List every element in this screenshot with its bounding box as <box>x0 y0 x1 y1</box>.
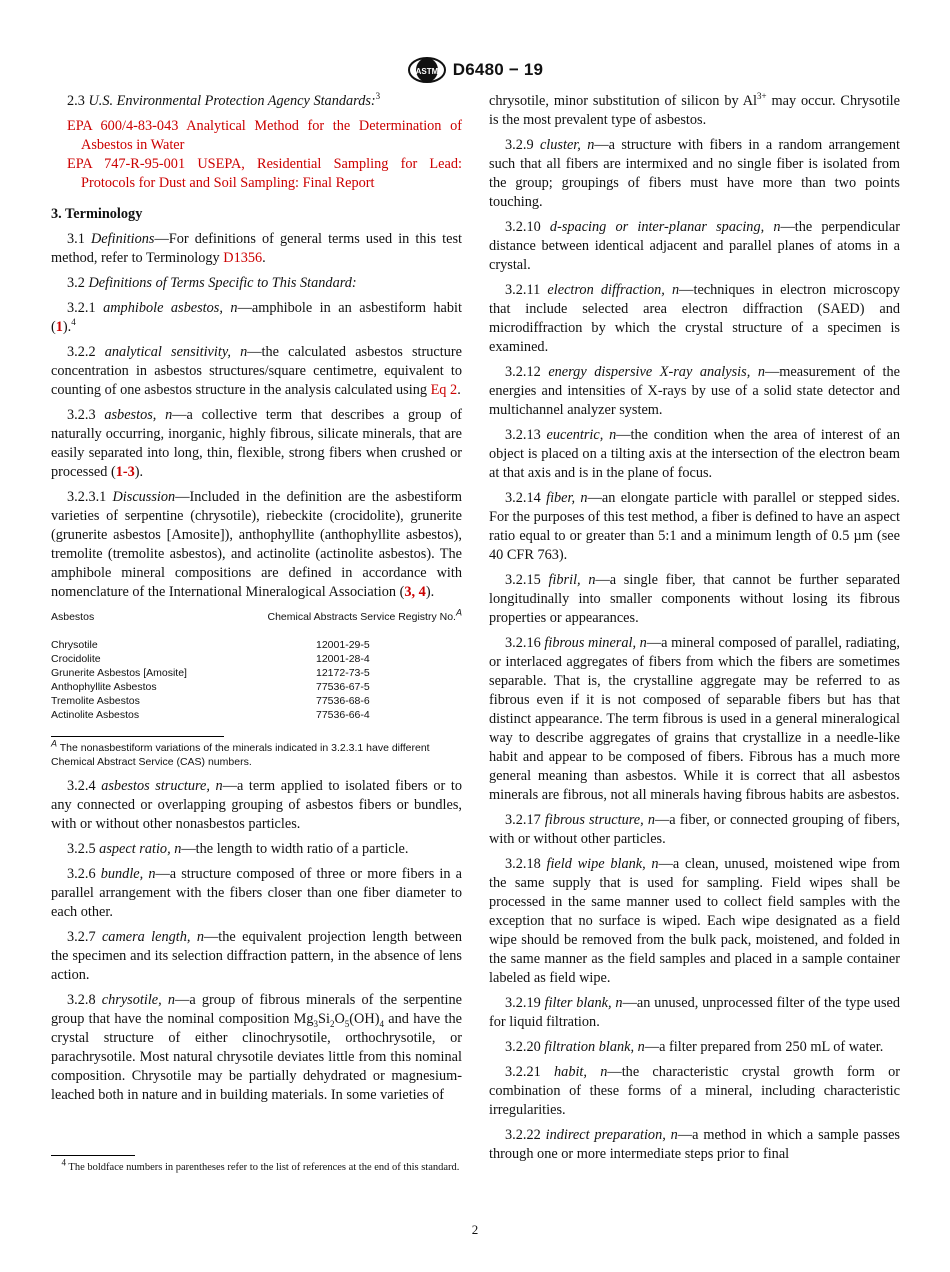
table-row: Anthophyllite Asbestos 77536-67-5 <box>51 681 370 693</box>
astm-logo-icon <box>407 57 447 83</box>
definition-3-2-14: 3.2.14 fiber, n—an elongate particle with parallel or stepped sides. For the purposes of this test method, a fiber is defined to have an aspect ratio equal to or greater than 5:1 and a minimum length of 0.5 µm (see 40 CFR 763). <box>489 490 901 563</box>
section-2-3: 2.3 U.S. Environmental Protection Agency Standards:$^3$ <box>67 91 381 109</box>
link-eq-2[interactable]: Eq 2 <box>430 382 458 398</box>
definition-3-2-22: 3.2.22 indirect preparation, n—a method in which a sample passes through one or more intermediate steps prior to final <box>489 1127 900 1162</box>
table-footnote: $^A$ The nonasbestiform variations of the minerals indicated in 3.2.3.1 have different Chemical Abstract Service (CAS) numbers. <box>51 738 430 768</box>
table-row: Grunerite Asbestos [Amosite] 12172-73-5 <box>51 667 370 679</box>
table-footnote-rule <box>51 736 224 737</box>
citation-link[interactable]: 1-3 <box>115 464 135 480</box>
definition-3-2-16: 3.2.16 fibrous mineral, n—a mineral composed of parallel, radiating, or interlaced aggregates of fibers from which the fibers are sometimes separable. That is, the crystalline aggregate may be referred to as fibrous even if it is not composed of separable fibers but has that distinct appearance. The term fibrous is used in a general mineralogical way to describe aggregates of grains that crystallize in a needle-like habit and appear to be composed of fibers. Fibrous has a much more general meaning than asbestos. While it is correct that all asbestos minerals are fibrous, not all minerals having fibrous habits are asbestos. <box>489 635 901 803</box>
definition-3-2-10: 3.2.10 d-spacing or inter-planar spacing, n—the perpendicular distance between identical adjacent and parallel planes of atoms in a crystal. <box>489 219 901 273</box>
table-row: Chrysotile 12001-29-5 <box>51 639 370 651</box>
link-d1356[interactable]: D1356 <box>223 250 263 266</box>
definition-3-2-9: 3.2.9 cluster, n—a structure with fibers in a random arrangement such that all fibers are intermixed and no single fiber is isolated from the group; groupings of fibers must have more than two points touching. <box>489 137 901 210</box>
citation-link[interactable]: 3 <box>404 584 412 600</box>
definition-3-2-8-continued: chrysotile, minor substitution of silicon by $Al^{3+}$ may occur. Chrysotile is the most prevalent type of asbestos. <box>489 91 900 128</box>
definition-3-2-19: 3.2.19 filter blank, n—an unused, unprocessed filter of the type used for liquid filtration. <box>489 995 900 1030</box>
definition-3-2-4: 3.2.4 asbestos structure, n—a term applied to isolated fibers or to any connected or overlapping grouping of asbestos fibers or bundles, with or without other nonasbestos particles. <box>51 778 462 832</box>
asbestos-cas-table <box>51 607 462 769</box>
definition-3-2-12: 3.2.12 energy dispersive X-ray analysis, n—measurement of the energies and intensities of X-rays by use of a solid state detector and multichannel analyzer system. <box>489 364 900 418</box>
definition-3-2-1: 3.2.1 amphibole asbestos, n—amphibole in an asbestiform habit (1).$^4$ <box>51 300 462 335</box>
right-column <box>489 92 900 1170</box>
definition-3-2-17: 3.2.17 fibrous structure, n—a fiber, or connected grouping of fibers, with or without other particles. <box>489 812 901 847</box>
svg-text:ASTM: ASTM <box>415 67 439 76</box>
definition-3-2-15: 3.2.15 fibril, n—a single fiber, that cannot be further separated longitudinally into smaller components without losing its fibrous properties or appearances. <box>489 572 901 626</box>
citation-link[interactable]: 4 <box>418 584 426 600</box>
left-column <box>51 92 462 1111</box>
footnote-4: $^4$ The boldface numbers in parentheses refer to the list of references at the end of this standard. <box>61 1157 460 1173</box>
table-header: Asbestos Chemical Abstracts Service Registry No.$^A$ <box>51 607 462 623</box>
table-row: Tremolite Asbestos 77536-68-6 <box>51 695 370 707</box>
standard-designation: D6480 − 19 <box>452 60 544 79</box>
definition-3-2-6: 3.2.6 bundle, n—a structure composed of three or more fibers in a parallel arrangement with the fibers closer than one fiber diameter to each other. <box>51 866 462 920</box>
definition-3-2-11: 3.2.11 electron diffraction, n—techniques in electron microscopy that include selected area electron diffraction (SAED) and microdiffraction by which the crystal structure of a specimen is examined. <box>489 282 901 355</box>
citation-link[interactable]: 1 <box>55 319 63 335</box>
section-heading-terminology: 3. Terminology <box>51 206 143 222</box>
definition-3-2-18: 3.2.18 field wipe blank, n—a clean, unused, moistened wipe from the same supply that is used for sampling. Field wipes shall be processed in the same manner used to collect field samples with the exception that no surface is wiped. Each wipe designated as a field wipe should be removed from the bulk pack, moistened, and folded in the same manner as the field samples and placed in a sample container labeled as field wipe. <box>489 856 901 986</box>
table-row: Crocidolite 12001-28-4 <box>51 653 370 665</box>
definition-3-2-7: 3.2.7 camera length, n—the equivalent projection length between the specimen and its selection diffraction pattern, in the absence of lens action. <box>51 929 463 983</box>
definition-3-2-21: 3.2.21 habit, n—the characteristic crystal growth form or combination of these forms of a mineral, including characteristic irregularities. <box>489 1064 900 1118</box>
discussion-3-2-3-1: 3.2.3.1 Discussion—Included in the definition are the asbestiform varieties of serpentine (chrysotile), riebeckite (crocidolite), grunerite (grunerite asbestos [Amosite]), anthophyllite (anthophyllite asbestos), tremolite (tremolite asbestos), and actinolite (actinolite asbestos). The amphibole mineral compositions are defined in accordance with nomenclature of the International Mineralogical Association (3, 4). <box>51 489 463 600</box>
reference-epa-747[interactable]: EPA 747-R-95-001 USEPA, Residential Sampling for Lead: Protocols for Dust and Soil Sampling: Final Report <box>67 156 462 191</box>
page-header <box>0 56 950 84</box>
definition-3-2-20: 3.2.20 filtration blank, n—a filter prepared from 250 mL of water. <box>505 1039 884 1055</box>
definition-3-2: 3.2 Definitions of Terms Specific to This Standard: <box>67 275 357 291</box>
definition-3-2-5: 3.2.5 aspect ratio, n—the length to width ratio of a particle. <box>67 841 409 857</box>
reference-epa-600[interactable]: EPA 600/4-83-043 Analytical Method for the Determination of Asbestos in Water <box>67 118 462 153</box>
definition-3-2-8: 3.2.8 chrysotile, n—a group of fibrous minerals of the serpentine group that have the nominal composition $Mg_3Si_2O_5(OH)_4$ and have the crystal structure of either clinochrysotile, orthochrysotile, or parachrysotile. Most natural chrysotile deviates little from this nominal composition. Chrysotile may be partially dehydrated or magnesium-leached both in nature and in building materials. In some varieties of <box>51 992 462 1103</box>
definition-3-2-2: 3.2.2 analytical sensitivity, n—the calculated asbestos structure concentration in asbestos structures/square centimetre, equivalent to counting of one asbestos structure in the analysis calculated using Eq 2. <box>51 344 462 398</box>
footnote-rule <box>51 1155 135 1156</box>
definition-3-2-13: 3.2.13 eucentric, n—the condition when the area of interest of an object is placed on a tilting axis at the intersection of the electron beam at that axis and is in the plane of focus. <box>489 427 900 481</box>
definition-3-2-3: 3.2.3 asbestos, n—a collective term that describes a group of naturally occurring, inorganic, highly fibrous, silicate minerals, that are easily separated into long, thin, flexible, strong fibers when crushed or processed (1-3). <box>51 407 462 480</box>
definition-3-1: 3.1 Definitions—For definitions of general terms used in this test method, refer to Terminology D1356. <box>51 231 462 266</box>
table-row: Actinolite Asbestos 77536-66-4 <box>51 709 370 721</box>
page-number: 2 <box>471 1222 479 1237</box>
